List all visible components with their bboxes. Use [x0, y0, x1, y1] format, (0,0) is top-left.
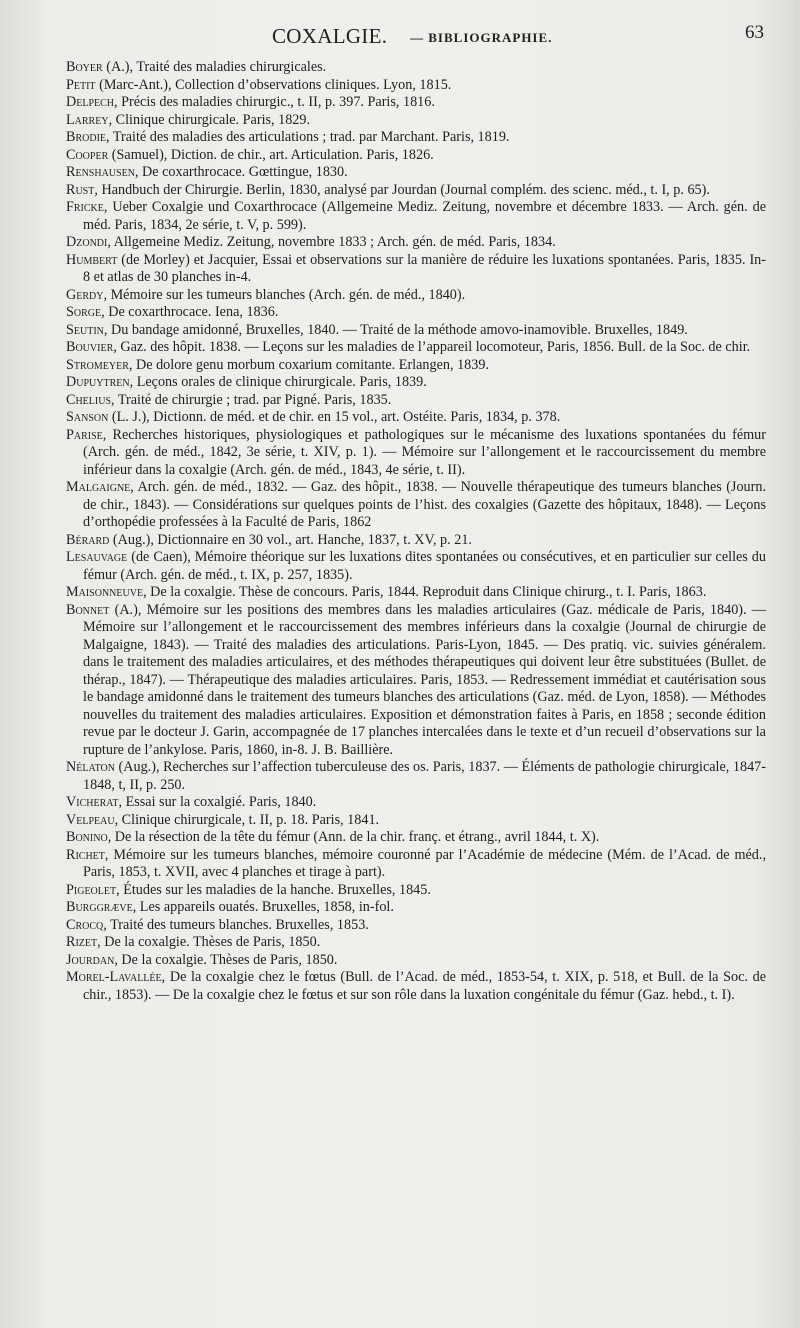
entry-author: Dzondi: [66, 234, 108, 250]
entry-author: Velpeau: [66, 811, 115, 828]
bibliography-entry: [66, 549, 766, 584]
bibliography-entry: [66, 952, 766, 970]
bibliography-entry: [66, 304, 766, 322]
entry-text: , De coxarthrocace. Iena, 1836.: [101, 304, 279, 320]
bibliography-entry: [66, 77, 766, 95]
entry-text: (Samuel), Diction. de chir., art. Articulation. Paris, 1826.: [108, 146, 434, 163]
bibliography-entry: [66, 899, 766, 917]
bibliography-entry: [66, 357, 766, 375]
bibliography-entry: [66, 112, 766, 130]
entry-author: Parise: [66, 426, 103, 443]
entry-author: Vicherat: [66, 794, 119, 810]
header-section: — BIBLIOGRAPHIE.: [410, 30, 553, 45]
bibliography-entry: [66, 252, 766, 287]
bibliography-entry: [66, 427, 766, 480]
page-number: 63: [745, 22, 764, 43]
entry-author: Cooper: [66, 146, 109, 163]
entry-author: Bonnet: [66, 601, 110, 618]
bibliography-entry: [66, 794, 766, 812]
entry-text: (A.), Mémoire sur les positions des membres dans les maladies articulaires (Gaz. médicale de Paris, 1840). — Mémoire sur l’allongement et le raccourcissement des membres inférieurs dans la coxalgie (Journal de chirurgie de Malgaigne, 1843). — Traité des maladies des articulations. Paris-Lyon, 1845. — Des pratiq. vic. suivies généralem. dans le traitement des maladies articulaires, et des méthodes thérapeutiques qui doivent leur être substituées (Bullet. de thérap., 1847). — Thérapeutique des maladies articulaires. Paris, 1853. — Redressement immédiat et cautérisation sous le bandage amidonné dans le traitement des tumeurs blanches des articulations (Gaz. méd. de Lyon, 1858). — Méthodes nouvelles du traitement des maladies articulaires. Exposition et démonstration faites à Paris, en 1858 ; seconde édition revue par le docteur J. Garin, accompagnée de 17 planches intercalées dans le texte et d’un recueil d’observations sur la rupture de l’ankylose. Paris, 1860, in-8. J. B. Baillière.: [83, 601, 766, 758]
entry-author: Pigeolet: [66, 881, 117, 898]
entry-author: Burggræve: [66, 899, 133, 915]
bibliography-entry: [66, 969, 766, 1004]
entry-text: (A.), Traité des maladies chirurgicales.: [102, 59, 327, 75]
entry-author: Malgaigne: [66, 479, 131, 495]
bibliography-entry: [66, 287, 766, 305]
entry-text: , Recherches historiques, physiologiques et pathologiques sur le mécanisme des luxations spontanées du fémur (Arch. gén. de méd., 1842, 3e série, t. XIV, p. 1). — Mémoire sur l’allongement et le raccourcissement du membre inférieur dans la coxalgie (Arch. gén. de méd., 1843, 4e série, t. II).: [83, 426, 766, 478]
bibliography-entry: [66, 934, 766, 952]
entry-author: Bonino: [66, 829, 108, 845]
entry-text: , Handbuch der Chirurgie. Berlin, 1830, analysé par Jourdan (Journal complém. des scienc. méd., t. I, p. 65).: [94, 181, 710, 198]
entry-author: Stromeyer: [66, 356, 129, 373]
entry-text: (L. J.), Dictionn. de méd. et de chir. en 15 vol., art. Ostéite. Paris, 1834, p. 378.: [108, 409, 561, 425]
entry-author: Delpech: [66, 94, 115, 110]
entry-author: Crocq: [66, 916, 104, 933]
entry-text: , De coxarthrocace. Gœttingue, 1830.: [134, 164, 348, 180]
entry-author: Larrey: [66, 111, 109, 128]
bibliography-list: [66, 59, 766, 1004]
bibliography-entry: [66, 59, 766, 77]
entry-author: Brodie: [66, 129, 107, 145]
entry-text: (Marc-Ant.), Collection d’observations cliniques. Lyon, 1815.: [95, 76, 452, 93]
entry-author: Chelius: [66, 391, 112, 408]
entry-text: , De la résection de la tête du fémur (Ann. de la chir. franç. et étrang., avril 1844, t. X).: [107, 829, 600, 845]
entry-author: Humbert: [66, 251, 118, 268]
entry-text: , Précis des maladies chirurgic., t. II, p. 397. Paris, 1816.: [114, 94, 435, 110]
entry-author: Gerdy: [66, 286, 104, 303]
entry-author: Bouvier: [66, 339, 114, 355]
bibliography-entry: [66, 199, 766, 234]
entry-text: , De dolore genu morbum coxarium comitante. Erlangen, 1839.: [128, 356, 489, 373]
entry-text: , De la coxalgie chez le fœtus (Bull. de l’Acad. de méd., 1853-54, t. XIX, p. 518, et Bull. de la Soc. de chir., 1853). — De la coxalgie chez le fœtus et sur son rôle dans la luxation congénitale du fémur (Gaz. hebd., t. I).: [83, 969, 766, 1003]
bibliography-entry: [66, 847, 766, 882]
entry-text: , Traité des tumeurs blanches. Bruxelles, 1853.: [103, 916, 369, 933]
bibliography-entry: [66, 129, 766, 147]
entry-text: (de Caen), Mémoire théorique sur les luxations dites spontanées ou consécutives, et en particulier sur celles du fémur (Arch. gén. de méd., t. IX, p. 257, 1835).: [83, 549, 766, 583]
bibliography-entry: [66, 584, 766, 602]
entry-text: (de Morley) et Jacquier, Essai et observations sur la manière de réduire les luxations spontanées. Paris, 1835. In-8 et atlas de 30 planches in-4.: [83, 251, 766, 285]
entry-text: , Allgemeine Mediz. Zeitung, novembre 1833 ; Arch. gén. de méd. Paris, 1834.: [107, 234, 556, 250]
bibliography-entry: [66, 812, 766, 830]
bibliography-entry: [66, 339, 766, 357]
bibliography-entry: [66, 882, 766, 900]
entry-author: Sanson: [66, 409, 109, 425]
entry-text: , Études sur les maladies de la hanche. Bruxelles, 1845.: [116, 881, 431, 898]
entry-text: , Clinique chirurgicale. Paris, 1829.: [108, 111, 311, 128]
bibliography-entry: [66, 532, 766, 550]
entry-text: , Les appareils ouatés. Bruxelles, 1858, in-fol.: [132, 899, 394, 915]
entry-text: (Aug.), Recherches sur l’affection tuberculeuse des os. Paris, 1837. — Éléments de pathologie chirurgicale, 1847-1848, t, II, p. 250.: [83, 759, 766, 793]
entry-author: Richet: [66, 846, 105, 863]
entry-text: , Gaz. des hôpit. 1838. — Leçons sur les maladies de l’appareil locomoteur, Paris, 1856. Bull. de la Soc. de chir.: [113, 339, 751, 355]
running-header: [0, 22, 800, 52]
bibliography-entry: [66, 94, 766, 112]
bibliography-entry: [66, 164, 766, 182]
bibliography-entry: [66, 409, 766, 427]
header-title: COXALGIE.: [272, 24, 388, 48]
bibliography-entry: [66, 602, 766, 760]
entry-author: Dupuytren: [66, 374, 130, 390]
entry-text: , Essai sur la coxalgié. Paris, 1840.: [118, 794, 317, 810]
bibliography-entry: [66, 392, 766, 410]
bibliography-entry: [66, 917, 766, 935]
entry-author: Fricke: [66, 199, 104, 215]
bibliography-entry: [66, 479, 766, 532]
entry-author: Morel-Lavallée: [66, 969, 162, 985]
entry-author: Jourdan: [66, 951, 115, 968]
entry-text: , De la coxalgie. Thèses de Paris, 1850.: [114, 951, 338, 968]
entry-text: , Mémoire sur les tumeurs blanches, mémoire couronné par l’Académie de médecine (Mém. de l’Acad. de méd., Paris, 1853, t. XVII, avec 4 planches et tirage à part).: [83, 846, 766, 880]
entry-author: Boyer: [66, 59, 103, 75]
entry-text: , Clinique chirurgicale, t. II, p. 18. Paris, 1841.: [114, 811, 380, 828]
bibliography-entry: [66, 829, 766, 847]
entry-author: Seutin: [66, 321, 104, 338]
entry-text: (Aug.), Dictionnaire en 30 vol., art. Hanche, 1837, t. XV, p. 21.: [109, 531, 472, 548]
bibliography-entry: [66, 374, 766, 392]
entry-text: , Traité de chirurgie ; trad. par Pigné. Paris, 1835.: [111, 391, 392, 408]
entry-text: , Du bandage amidonné, Bruxelles, 1840. — Traité de la méthode amovo-inamovible. Bruxelles, 1849.: [103, 321, 688, 338]
bibliography-entry: [66, 182, 766, 200]
entry-text: , Mémoire sur les tumeurs blanches (Arch. gén. de méd., 1840).: [103, 286, 466, 303]
entry-author: Petit: [66, 76, 96, 93]
bibliography-entry: [66, 322, 766, 340]
entry-text: , Ueber Coxalgie und Coxarthrocace (Allgemeine Mediz. Zeitung, novembre et décembre 1833. — Arch. gén. de méd. Paris, 1834, 2e série, t. V, p. 599).: [83, 199, 766, 233]
entry-text: , De la coxalgie. Thèses de Paris, 1850.: [97, 934, 321, 950]
entry-author: Renshausen: [66, 164, 135, 180]
entry-text: , Arch. gén. de méd., 1832. — Gaz. des hôpit., 1838. — Nouvelle thérapeutique des tumeurs blanches (Journ. de chir., 1843). — Considérations sur quelques points de l’hist. des coxalgies (Gazette des hôpitaux, 1848). — Leçons d’orthopédie professées à la Faculté de Paris, 1862: [83, 479, 766, 530]
entry-author: Lesauvage: [66, 549, 128, 565]
bibliography-entry: [66, 234, 766, 252]
entry-author: Sorge: [66, 304, 102, 320]
entry-author: Rust: [66, 181, 95, 198]
bibliography-entry: [66, 147, 766, 165]
bibliography-entry: [66, 759, 766, 794]
entry-author: Maisonneuve: [66, 584, 144, 600]
entry-author: Nélaton: [66, 759, 115, 775]
entry-text: , Traité des maladies des articulations ; trad. par Marchant. Paris, 1819.: [106, 129, 510, 145]
entry-text: , De la coxalgie. Thèse de concours. Paris, 1844. Reproduit dans Clinique chirurg., t. I. Paris, 1863.: [143, 584, 707, 600]
entry-author: Bérard: [66, 531, 110, 548]
entry-author: Rizet: [66, 934, 98, 950]
entry-text: , Leçons orales de clinique chirurgicale. Paris, 1839.: [129, 374, 427, 390]
